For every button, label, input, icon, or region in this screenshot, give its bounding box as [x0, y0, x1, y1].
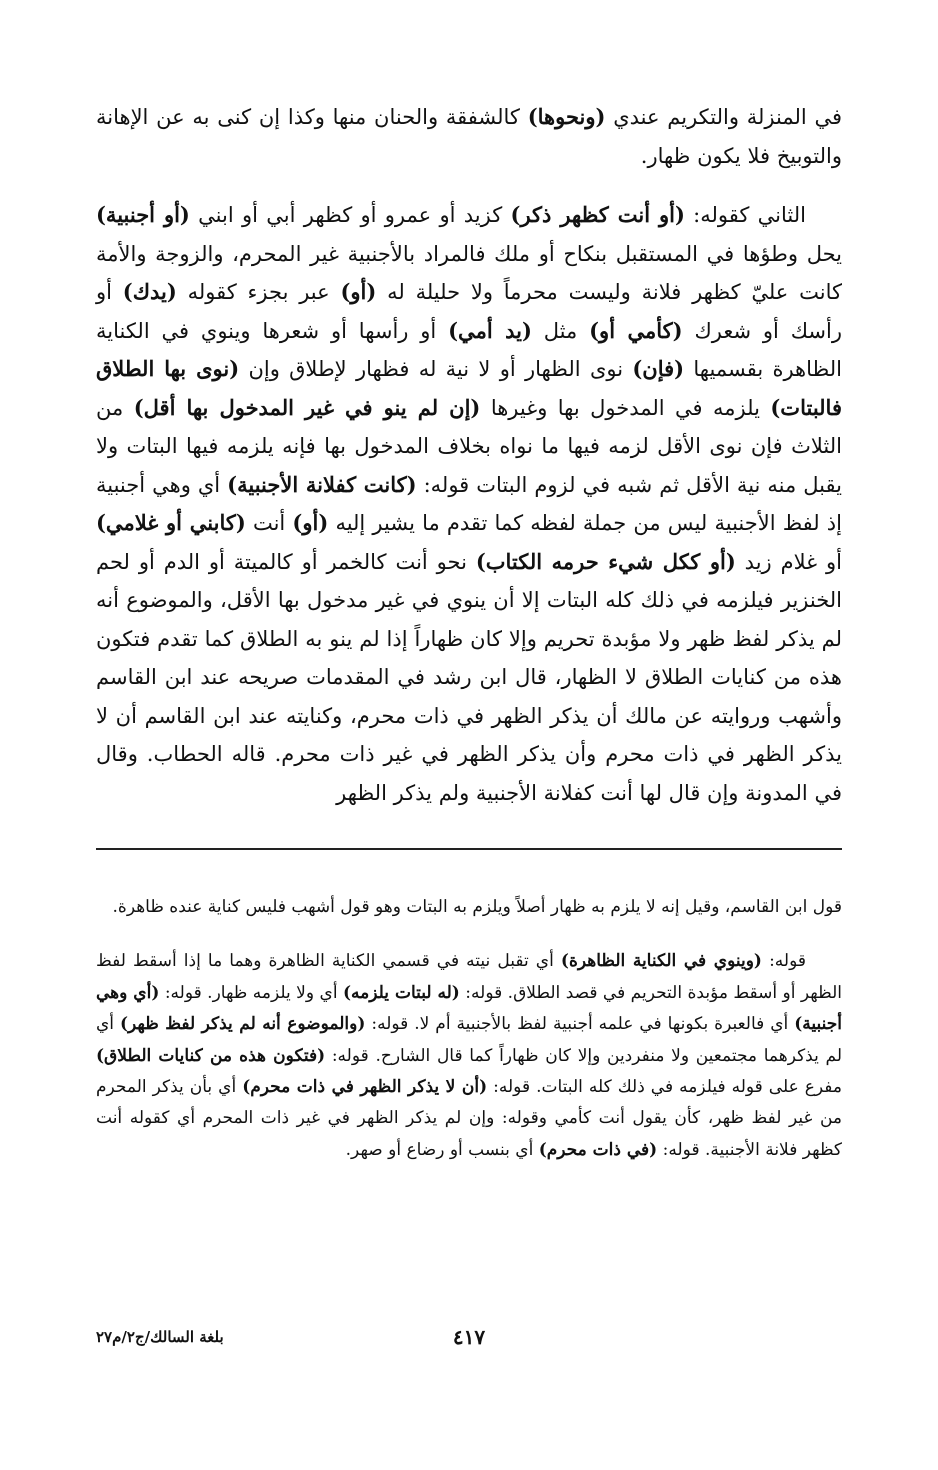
main-text-segment: من الثلاث فإن نوى الأقل لزمه فيها ما نواه بخلاف المدخول بها فإنه يلزمه فيها البتات ولا يقبل منه نية الأقل ثم شبه في لزوم البتات قوله: [96, 395, 842, 497]
main-text-segment: أي وهي أجنبية إذ لفظ الأجنبية ليس من جملة لفظه كما تقدم ما يشير إليه [96, 472, 842, 535]
footnote-bold-term: (في ذات محرم) [538, 1139, 658, 1160]
main-text-segment: كزيد أو عمرو أو كظهر أبي أو ابني [189, 203, 511, 227]
main-bold-term: (أو) [292, 510, 329, 535]
footnote-text-segment: أي لم يذكرهما مجتمعين ولا منفردين وإلا كان ظهاراً كما قال الشارح. قوله: [96, 1014, 843, 1066]
main-bold-term: (أو أجنبية) [96, 202, 190, 227]
main-bold-term: (كأمي أو) [589, 317, 683, 343]
main-text-body [96, 98, 842, 812]
book-signature: بلغة السالك/ج٢/م٢٧ [96, 1328, 224, 1346]
footnote-text-segment: مفرع على قوله فيلزمه في ذلك كله البتات. قوله: [487, 1077, 842, 1098]
footnote-paragraph-2 [96, 946, 842, 1166]
footnote-text-segment: أي بأن يذكر المحرم من غير لفظ ظهر، كأن يقول أنت كأمي وقوله: وإن لم يذكر الظهر في غير ذات المحرم أي كقوله أنت كظهر فلانة الأجنبية. قوله: [96, 1077, 842, 1160]
main-text-segment: أو غلام زيد [735, 549, 843, 574]
footnote-bold-term: (له لبتات يلزمه) [342, 982, 460, 1003]
main-paragraph-2 [96, 196, 842, 812]
main-text-segment: أنت [245, 511, 293, 535]
main-text-segment: الثاني كقوله: [684, 203, 806, 227]
main-bold-term: (إن لم ينو في غير المدخول بها أقل) [133, 394, 481, 420]
footnote-bold-term: (والموضوع أنه لم يذكر لفظ ظهر) [120, 1014, 366, 1035]
main-text-segment: عبر بجزء كقوله [176, 280, 341, 304]
main-text-segment: كالشفقة والحنان منها وكذا إن كنى به عن الإهانة والتوبيخ فلا يكون ظهار. [96, 105, 842, 168]
main-text-segment: نحو أنت كالخمر أو كالميتة أو الدم أو لحم الخنزير فيلزمه في ذلك كله البتات إلا أن ينوي في غير مدخول بها الأقل، والموضوع أنه لم يذكر لفظ ظهر ولا مؤبدة تحريم وإلا كان ظهاراً إذا لم ينو به الطلاق كما تقدم فتكون هذه من كنايات الطلاق لا الظهار، قال ابن رشد في المقدمات صريحه عند ابن القاسم وأشهب وروايته عن مالك أن يذكر الظهر في ذات محرم، وكنايته عند ابن القاسم أن لا يذكر الظهر في ذات محرم وأن يذكر الظهر في غير ذات محرم. قاله الحطاب. وقال في المدونة وإن قال لها أنت كفلانة الأجنبية ولم يذكر الظهر [96, 549, 842, 805]
main-bold-term: (كانت كفلانة الأجنبية) [227, 471, 417, 497]
main-bold-term: (يد أمي) [448, 317, 532, 343]
footnote-bold-term: (وينوي في الكناية الظاهرة) [560, 951, 762, 972]
footnote-text-segment: أي بنسب أو رضاع أو صهر. [345, 1139, 539, 1160]
page-number: ٤١٧ [452, 1325, 486, 1349]
main-bold-term: (أو) [340, 279, 377, 304]
main-text-segment: أو رأسها أو شعرها وينوي في الكناية الظاهرة بقسميها [96, 318, 842, 381]
main-paragraph-1 [96, 98, 842, 175]
main-text-segment: يحل وطؤها في المستقبل بنكاح أو ملك فالمراد بالأجنبية غير المحرم، والزوجة والأمة كانت عليّ كظهر فلانة وليست محرماً ولا حليلة له [96, 241, 842, 304]
main-bold-term: (كابني أو غلامي) [96, 510, 246, 535]
main-bold-term: (يدك) [122, 279, 177, 304]
main-text-segment: مثل [531, 318, 590, 343]
main-bold-term: (أو أنت كظهر ذكر) [510, 202, 685, 227]
main-text-segment: في المنزلة والتكريم عندي [605, 105, 842, 129]
main-bold-term: (فإن) [632, 356, 685, 381]
main-bold-term: (نوى بها الطلاق فالبتات) [96, 356, 842, 420]
main-bold-term: (ونحوها) [527, 104, 606, 129]
footnote-text-segment: قول ابن القاسم، وقيل إنه لا يلزم به ظهار أصلاً ويلزم به البتات وهو قول أشهب فليس كناية عنده ظاهرة. [112, 897, 842, 917]
page-footer [96, 1322, 842, 1352]
main-text-segment: نوى الظهار أو لا نية له فظهار لإطلاق وإن [239, 357, 633, 381]
footnotes-section [96, 892, 842, 1166]
footnote-text-segment: أي ولا يلزمه ظهار. قوله: [159, 982, 343, 1003]
footnote-text-segment: أي تقبل نيته في قسمي الكناية الظاهرة وهما ما إذا أسقط لفظ الظهر أو أسقط مؤبدة التحريم في قصد الطلاق. قوله: [96, 951, 842, 1003]
main-bold-term: (أو ككل شيء حرمه الكتاب) [475, 548, 736, 574]
footnote-bold-term: (أي وهي أجنبية) [96, 982, 843, 1035]
main-text-segment: أو رأسك أو شعرك [96, 280, 843, 343]
footnote-separator [96, 848, 842, 850]
footnote-bold-term: (أن لا يذكر الظهر في ذات محرم) [242, 1077, 488, 1098]
main-text-segment: يلزمه في المدخول بها وغيرها [480, 395, 771, 420]
footnote-text-segment: أي فالعبرة بكونها في علمه أجنبية لفظ بالأجنبية أم لا. قوله: [365, 1014, 795, 1035]
footnote-bold-term: (فتكون هذه من كنايات الطلاق) [96, 1045, 326, 1066]
footnote-paragraph-1 [96, 892, 842, 923]
footnote-text-segment: قوله: [761, 951, 806, 972]
